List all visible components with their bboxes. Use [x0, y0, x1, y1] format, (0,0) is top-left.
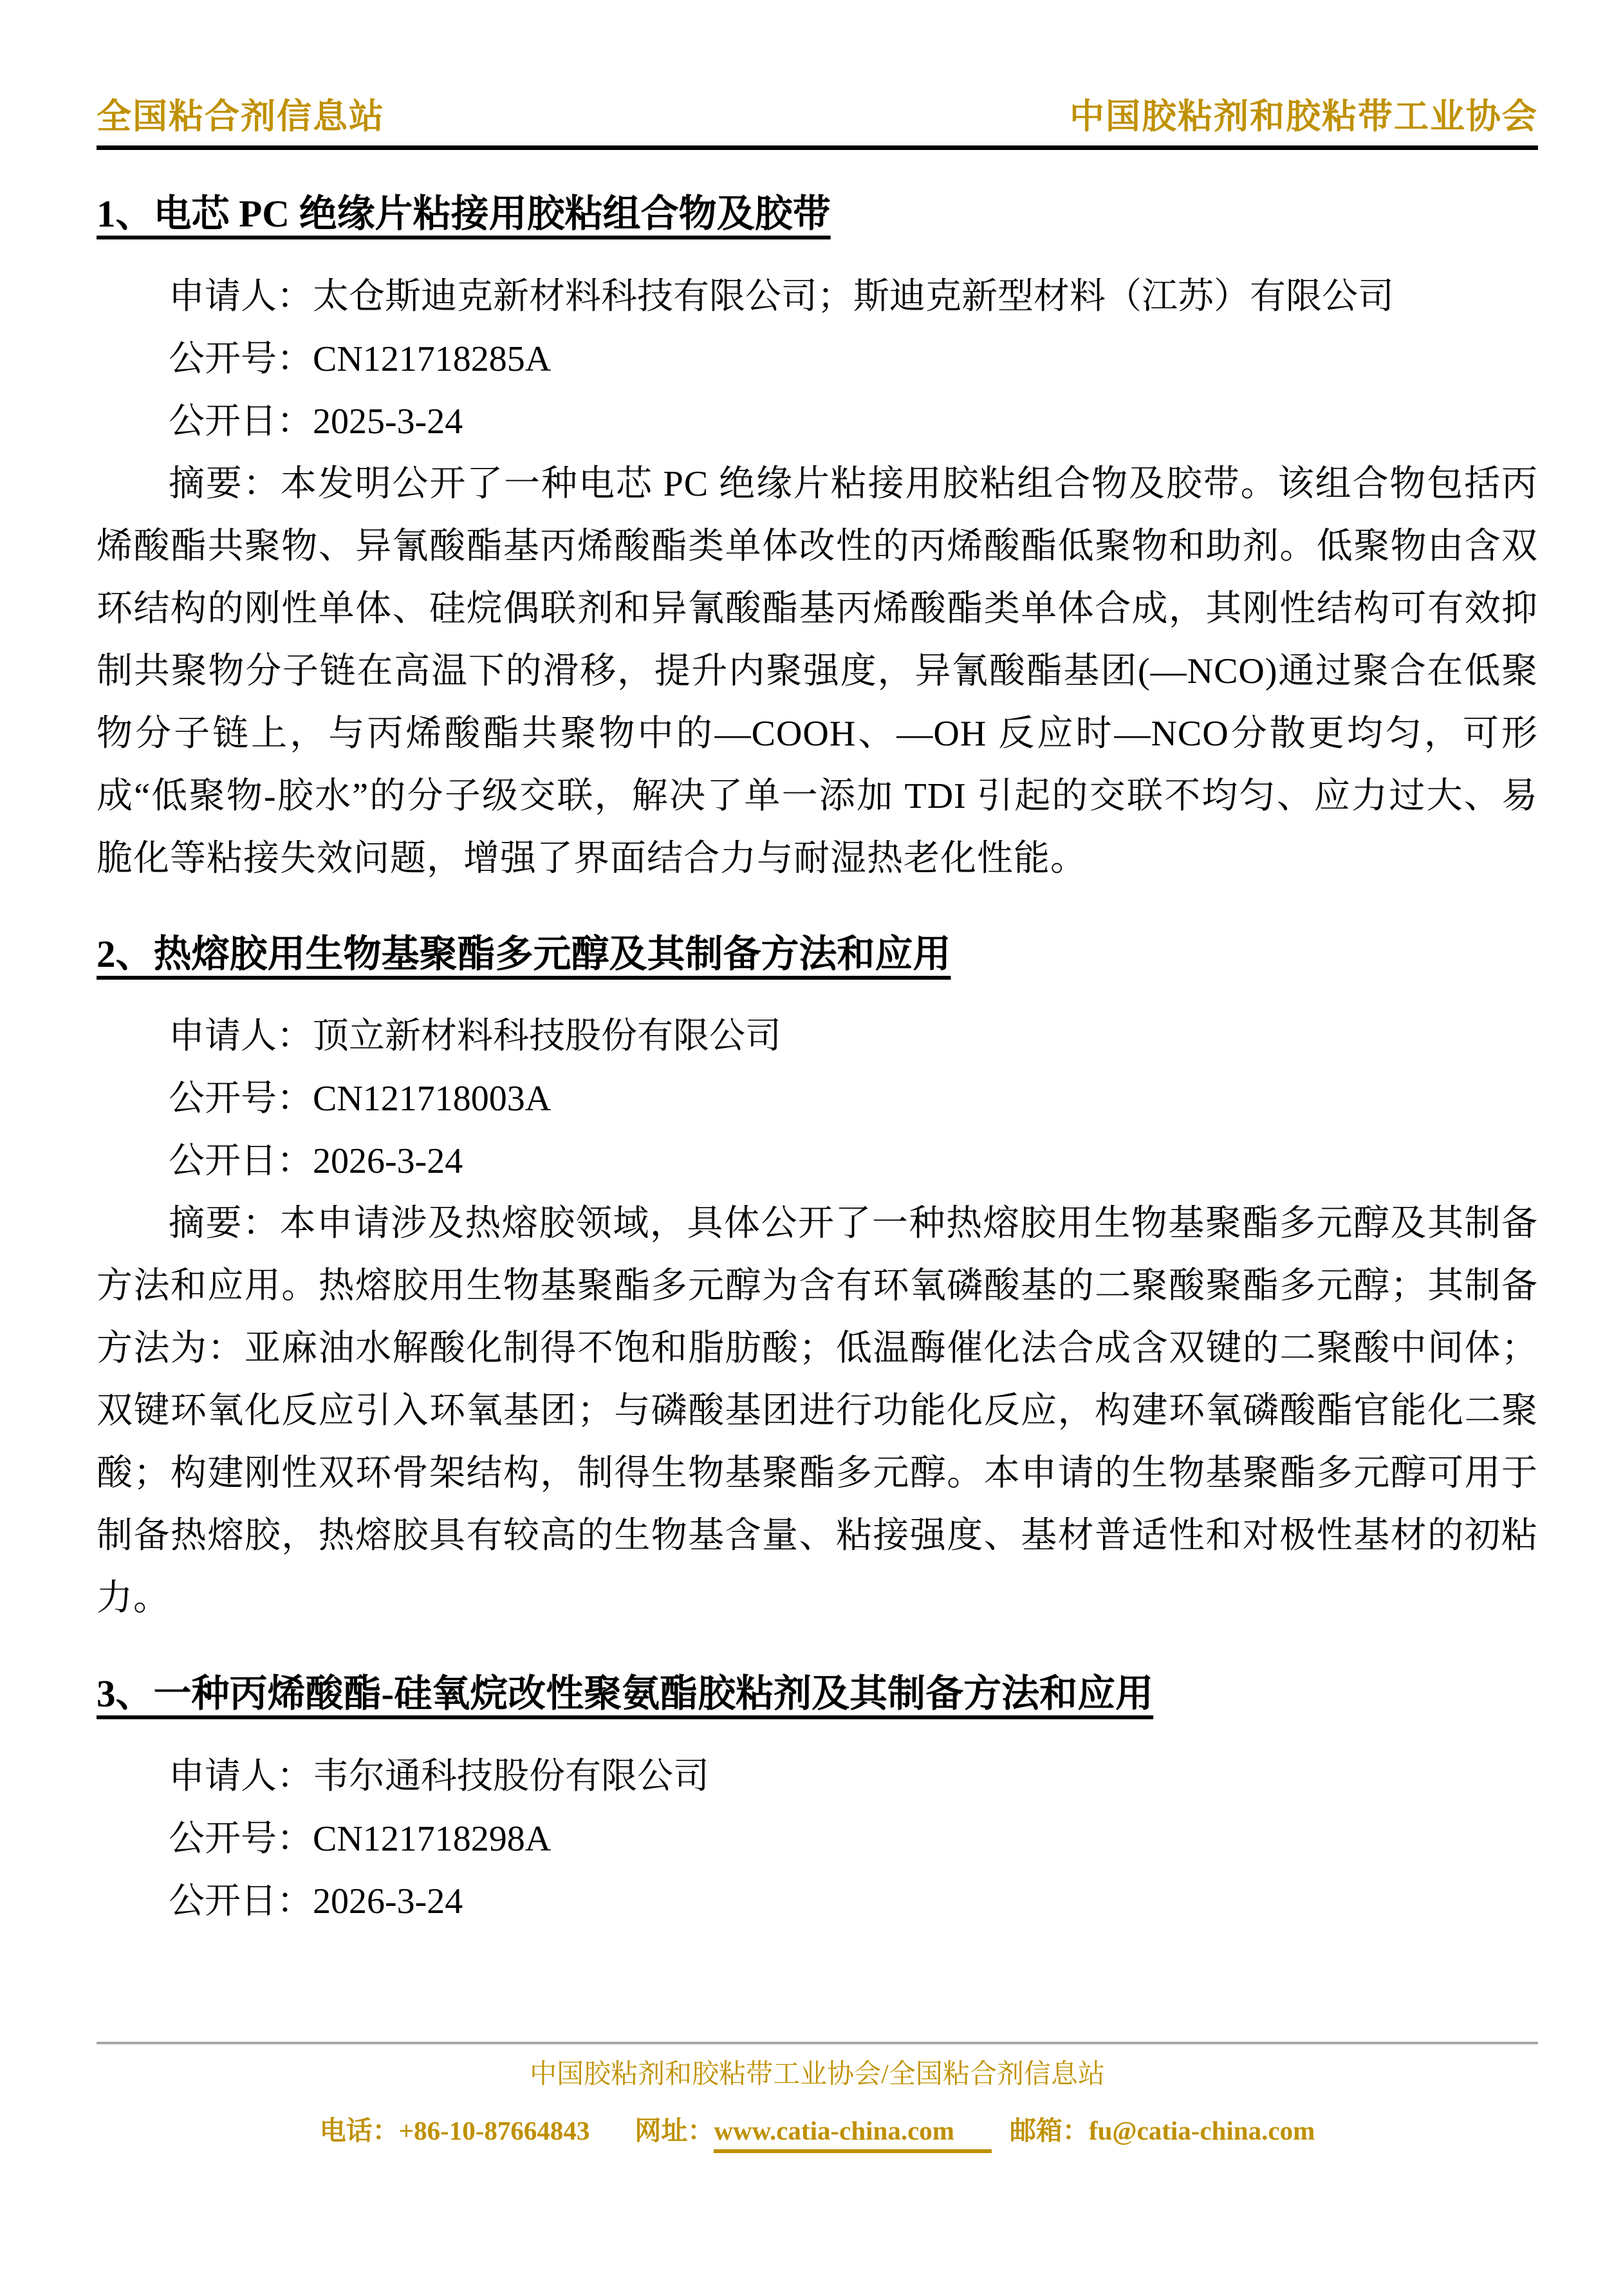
- publication-number-row: [97, 328, 1538, 391]
- publication-date-label: 公开日：: [169, 1881, 313, 1922]
- publication-number-label: 公开号：: [169, 1819, 313, 1860]
- applicant-label: 申请人：: [169, 1757, 313, 1797]
- document-header: [97, 97, 1538, 150]
- abstract-paragraph: [97, 453, 1538, 890]
- patent-title: 1、电芯 PC 绝缘片粘接用胶粘组合物及胶带: [97, 192, 831, 236]
- applicant-row: [97, 1005, 1538, 1068]
- patent-title: 2、热熔胶用生物基聚酯多元醇及其制备方法和应用: [97, 932, 951, 975]
- publication-number-value: CN121718285A: [313, 339, 552, 379]
- publication-number-label: 公开号：: [169, 1079, 313, 1119]
- applicant-label: 申请人：: [169, 1016, 313, 1057]
- publication-date-label: 公开日：: [169, 1141, 313, 1182]
- abstract-text: 本发明公开了一种电芯 PC 绝缘片粘接用胶粘组合物及胶带。该组合物包括丙烯酸酯共聚物、异氰酸酯基丙烯酸酯类单体改性的丙烯酸酯低聚物和助剂。低聚物由含双环结构的刚性单体、硅烷偶联剂和异氰酸酯基丙烯酸酯类单体合成，其刚性结构可有效抑制共聚物分子链在高温下的滑移，提升内聚强度，异氰酸酯基团(—NCO)通过聚合在低聚物分子链上，与丙烯酸酯共聚物中的—COOH、—OH 反应时—NCO分散更均匀，可形成“低聚物-胶水”的分子级交联，解决了单一添加 TDI 引起的交联不均匀、应力过大、易脆化等粘接失效问题，增强了界面结合力与耐湿热老化性能。: [97, 463, 1539, 879]
- phone-value: +86-10-87664843: [398, 2116, 590, 2146]
- publication-number-label: 公开号：: [169, 339, 313, 379]
- abstract-text: 本申请涉及热熔胶领域，具体公开了一种热熔胶用生物基聚酯多元醇及其制备方法和应用。热熔胶用生物基聚酯多元醇为含有环氧磷酸基的二聚酸聚酯多元醇；其制备方法为：亚麻油水解酸化制得不饱和脂肪酸；低温酶催化法合成含双键的二聚酸中间体；双键环氧化反应引入环氧基团；与磷酸基团进行功能化反应，构建环氧磷酸酯官能化二聚酸；构建刚性双环骨架结构，制得生物基聚酯多元醇。本申请的生物基聚酯多元醇可用于制备热熔胶，热熔胶具有较高的生物基含量、粘接强度、基材普适性和对极性基材的初粘力。: [97, 1204, 1539, 1619]
- website-label: 网址：: [635, 2116, 714, 2146]
- email-label: 邮箱：: [1009, 2116, 1089, 2146]
- publication-date-label: 公开日：: [169, 401, 313, 442]
- patent-entry-3: [97, 1668, 1538, 1933]
- patent-entry-1: [97, 189, 1538, 890]
- publication-number-row: [97, 1068, 1538, 1130]
- publication-date-row: [97, 391, 1538, 453]
- footer-organization-line: 中国胶粘剂和胶粘带工业协会/全国粘合剂信息站: [530, 2060, 1105, 2089]
- patent-title: 3、一种丙烯酸酯-硅氧烷改性聚氨酯胶粘剂及其制备方法和应用: [97, 1672, 1154, 1715]
- patent-entry-2: [97, 929, 1538, 1630]
- publication-number-value: CN121718298A: [313, 1819, 552, 1860]
- applicant-value: 韦尔通科技股份有限公司: [313, 1757, 709, 1797]
- publication-date-row: [97, 1871, 1538, 1933]
- applicant-label: 申请人：: [169, 276, 313, 317]
- phone-label: 电话：: [319, 2116, 399, 2146]
- applicant-row: [97, 266, 1538, 328]
- footer-contact-line: [97, 2115, 1538, 2147]
- email-value: fu@catia-china.com: [1088, 2116, 1315, 2146]
- publication-date-value: 2025-3-24: [313, 401, 463, 442]
- publication-date-value: 2026-3-24: [313, 1141, 463, 1182]
- header-left-title: 全国粘合剂信息站: [97, 97, 385, 136]
- publication-number-value: CN121718003A: [313, 1079, 552, 1119]
- applicant-value: 顶立新材料科技股份有限公司: [313, 1016, 781, 1057]
- document-footer: [97, 2042, 1538, 2147]
- header-right-title: 中国胶粘剂和胶粘带工业协会: [1070, 97, 1538, 136]
- publication-date-row: [97, 1130, 1538, 1193]
- abstract-label: 摘要：: [169, 463, 281, 504]
- publication-number-row: [97, 1808, 1538, 1871]
- publication-date-value: 2026-3-24: [313, 1881, 463, 1922]
- website-link[interactable]: www.catia-china.com: [714, 2116, 992, 2153]
- abstract-paragraph: [97, 1193, 1538, 1630]
- applicant-value: 太仓斯迪克新材料科技有限公司；斯迪克新型材料（江苏）有限公司: [313, 276, 1394, 317]
- applicant-row: [97, 1746, 1538, 1808]
- abstract-label: 摘要：: [169, 1204, 280, 1244]
